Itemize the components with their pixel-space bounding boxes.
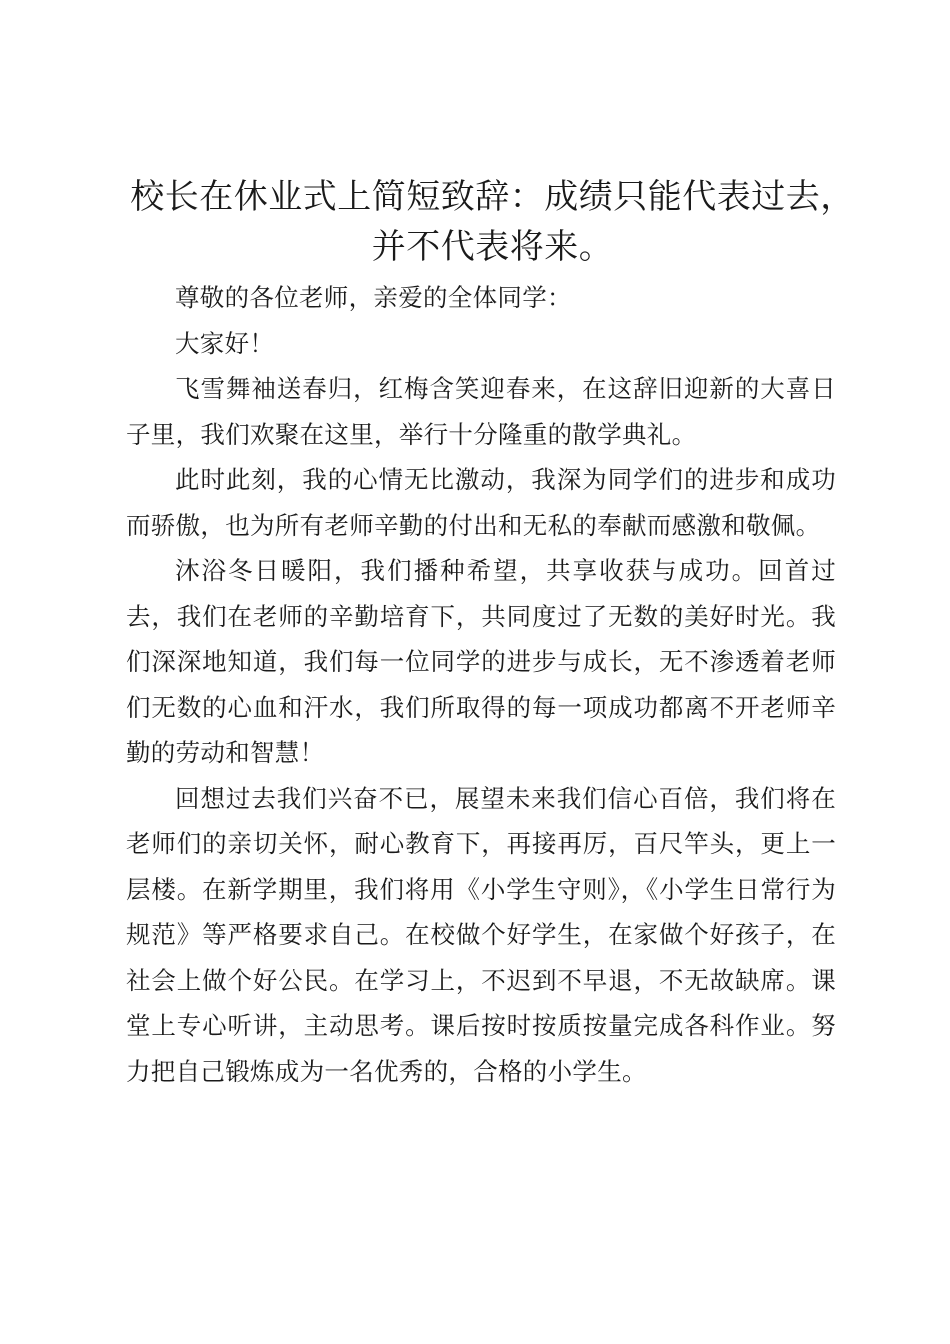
body-paragraph: 此时此刻，我的心情无比激动，我深为同学们的进步和成功而骄傲，也为所有老师辛勤的付出和无私的奉献而感激和敬佩。 <box>126 465 836 540</box>
body-paragraph: 沐浴冬日暖阳，我们播种希望，共享收获与成功。回首过去，我们在老师的辛勤培育下，共同度过了无数的美好时光。我们深深地知道，我们每一位同学的进步与成长，无不渗透着老师们无数的心血和汗水，我们所取得的每一项成功都离不开老师辛勤的劳动和智慧！ <box>126 556 836 767</box>
body-paragraph: 回想过去我们兴奋不已，展望未来我们信心百倍，我们将在老师们的亲切关怀，耐心教育下，再接再厉，百尺竿头，更上一层楼。在新学期里，我们将用《小学生守则》，《小学生日常行为规范》等严格要求自己。在校做个好学生，在家做个好孩子，在社会上做个好公民。在学习上，不迟到不早退，不无故缺席。课堂上专心听讲，主动思考。课后按时按质按量完成各科作业。努力把自己锻炼成为一名优秀的，合格的小学生。 <box>126 783 836 1086</box>
greeting-salutation: 尊敬的各位老师，亲爱的全体同学： <box>175 283 572 312</box>
greeting-hello: 大家好！ <box>175 328 275 358</box>
document-body <box>126 275 836 1094</box>
document-title: 校长在休业式上简短致辞：成绩只能代表过去，并不代表将来。 <box>130 177 855 267</box>
body-paragraph: 飞雪舞袖送春归，红梅含笑迎春来，在这辞旧迎新的大喜日子里，我们欢聚在这里，举行十分隆重的散学典礼。 <box>126 374 836 449</box>
